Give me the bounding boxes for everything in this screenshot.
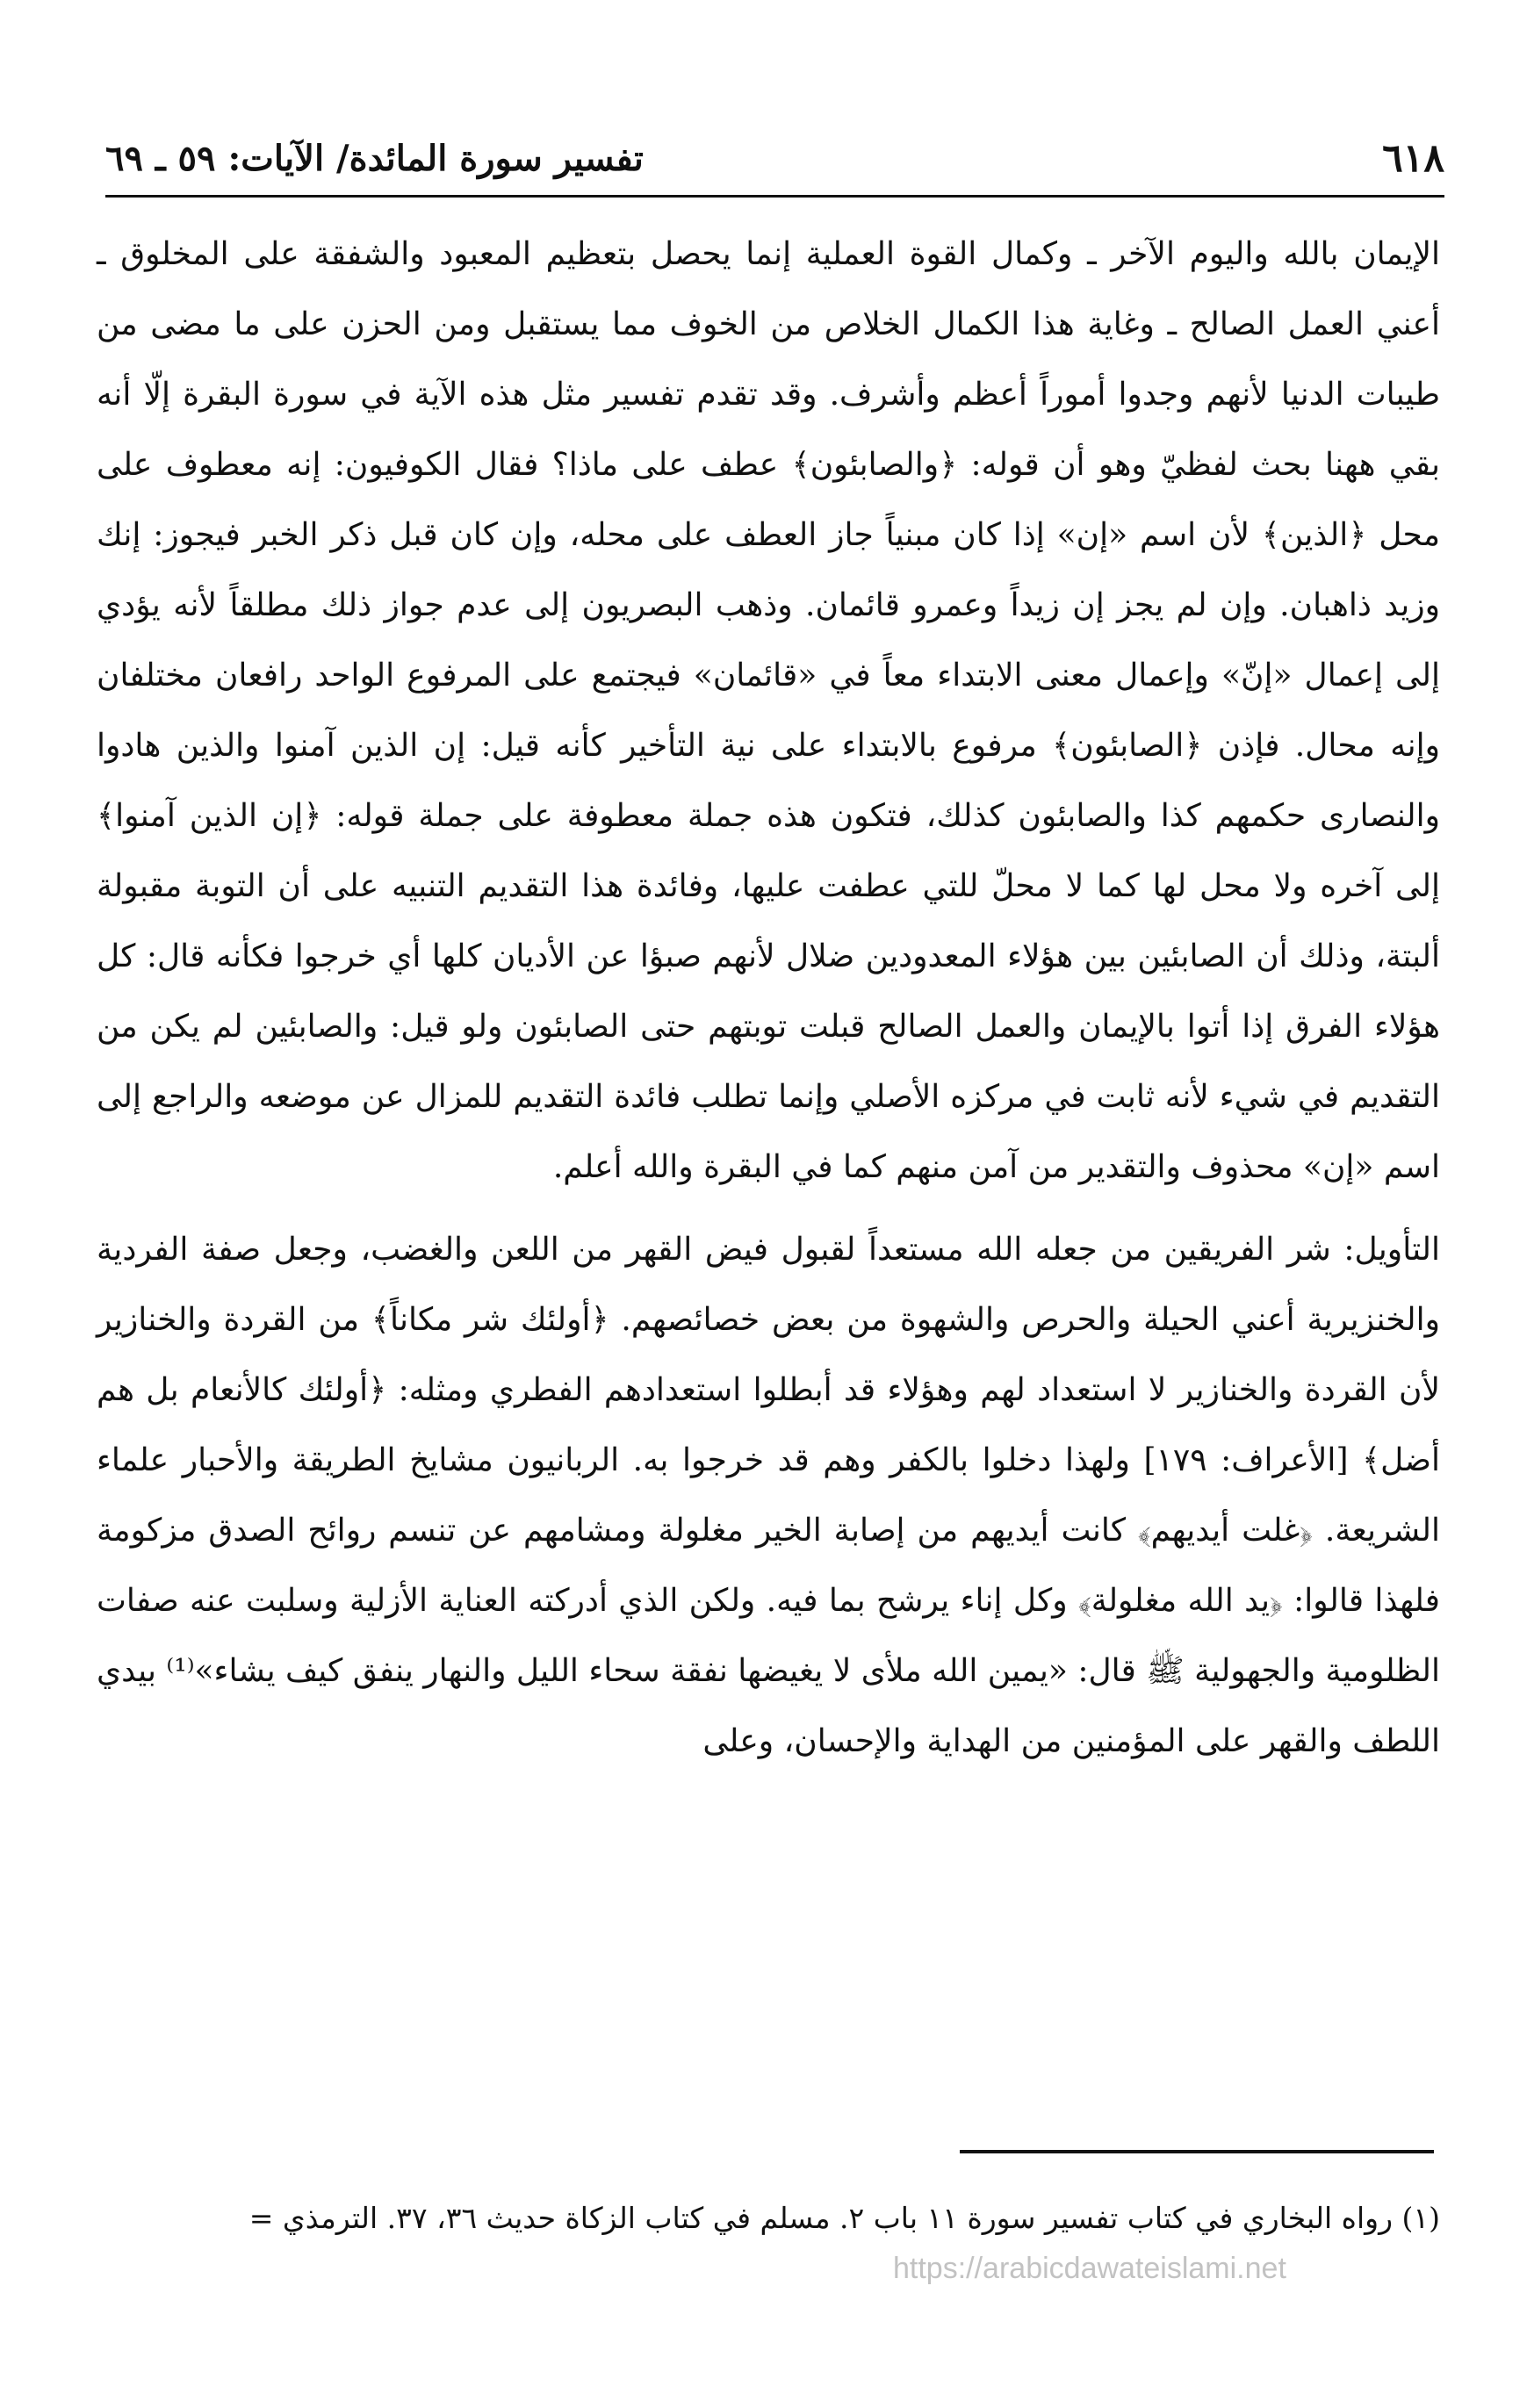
running-title: تفسير سورة المائدة/ الآيات: ٥٩ ـ ٦٩ — [105, 138, 644, 179]
footnote: (١) رواه البخاري في كتاب تفسير سورة ١١ باب ٢. مسلم في كتاب الزكاة حديث ٣٦، ٣٧. الترمذي = — [248, 2201, 1440, 2235]
watermark-url: https://arabicdawateislami.net — [893, 2252, 1286, 2285]
body-paragraph: الإيمان بالله واليوم الآخر ـ وكمال القوة العملية إنما يحصل بتعظيم المعبود والشفقة على المخلوق ـ أعني العمل الصالح ـ وغاية هذا الكمال الخلاص من الخوف مما يستقبل ومن الحزن على ما مضى من طيبات الدنيا لأنهم وجدوا أموراً أعظم وأشرف. وقد تقدم تفسير مثل هذه الآية في سورة البقرة إلّا أنه بقي ههنا بحث لفظيّ وهو أن قوله: ﴿والصابئون﴾ عطف على ماذا؟ فقال الكوفيون: إنه معطوف على محل ﴿الذين﴾ لأن اسم «إن» إذا كان مبنياً جاز العطف على محله، وإن كان قبل ذكر الخبر فيجوز: إنك وزيد ذاهبان. وإن لم يجز إن زيداً وعمرو قائمان. وذهب البصريون إلى عدم جواز ذلك مطلقاً لأنه يؤدي إلى إعمال «إنّ» وإعمال معنى الابتداء معاً في «قائمان» فيجتمع على المرفوع الواحد رافعان مختلفان وإنه محال. فإذن ﴿الصابئون﴾ مرفوع بالابتداء على نية التأخير كأنه قيل: إن الذين آمنوا والذين هادوا والنصارى حكمهم كذا والصابئون كذلك، فتكون هذه جملة معطوفة على جملة قوله: ﴿إن الذين آمنوا﴾ إلى آخره ولا محل لها كما لا محلّ للتي عطفت عليها، وفائدة هذا التقديم التنبيه على أن التوبة مقبولة ألبتة، وذلك أن الصابئين بين هؤلاء المعدودين ضلال لأنهم صبؤا عن الأديان كلها أي خرجوا فكأنه قال: كل هؤلاء الفرق إذا أتوا بالإيمان والعمل الصالح قبلت توبتهم حتى الصابئون ولو قيل: والصابئين لم يكن من التقديم في شيء لأنه ثابت في مركزه الأصلي وإنما تطلب فائدة التقديم للمزال عن موضعه والراجع إلى اسم «إن» محذوف والتقدير من آمن منهم كما في البقرة والله أعلم. — [97, 236, 1440, 1185]
body-paragraph: التأويل: شر الفريقين من جعله الله مستعداً لقبول فيض القهر من اللعن والغضب، وجعل صفة الفردية والخنزيرية أعني الحيلة والحرص والشهوة من بعض خصائصهم. ﴿أولئك شر مكاناً﴾ من القردة والخنازير لأن القردة والخنازير لا استعداد لهم وهؤلاء قد أبطلوا استعدادهم الفطري ومثله: ﴿أولئك كالأنعام بل هم أضل﴾ [الأعراف: ١٧٩] ولهذا دخلوا بالكفر وهم قد خرجوا به. الربانيون مشايخ الطريقة والأحبار علماء الشريعة. ﴿غلت أيديهم﴾ كانت أيديهم من إصابة الخير مغلولة ومشامهم عن تنسم روائح الصدق مزكومة فلهذا قالوا: ﴿يد الله مغلولة﴾ وكل إناء يرشح بما فيه. ولكن الذي أدركته العناية الأزلية وسلبت عنه صفات الظلومية والجهولية ﷺ قال: «يمين الله ملأى لا يغيضها نفقة سحاء الليل والنهار ينفق كيف يشاء»⁽¹⁾ بيدي اللطف والقهر على المؤمنين من الهداية والإحسان، وعلى — [97, 1232, 1441, 1759]
main-text — [97, 219, 1440, 1777]
page-header — [105, 132, 1444, 186]
footnote-rule — [960, 2150, 1434, 2153]
page-number: ٦١٨ — [1382, 136, 1444, 181]
header-rule — [105, 195, 1444, 198]
